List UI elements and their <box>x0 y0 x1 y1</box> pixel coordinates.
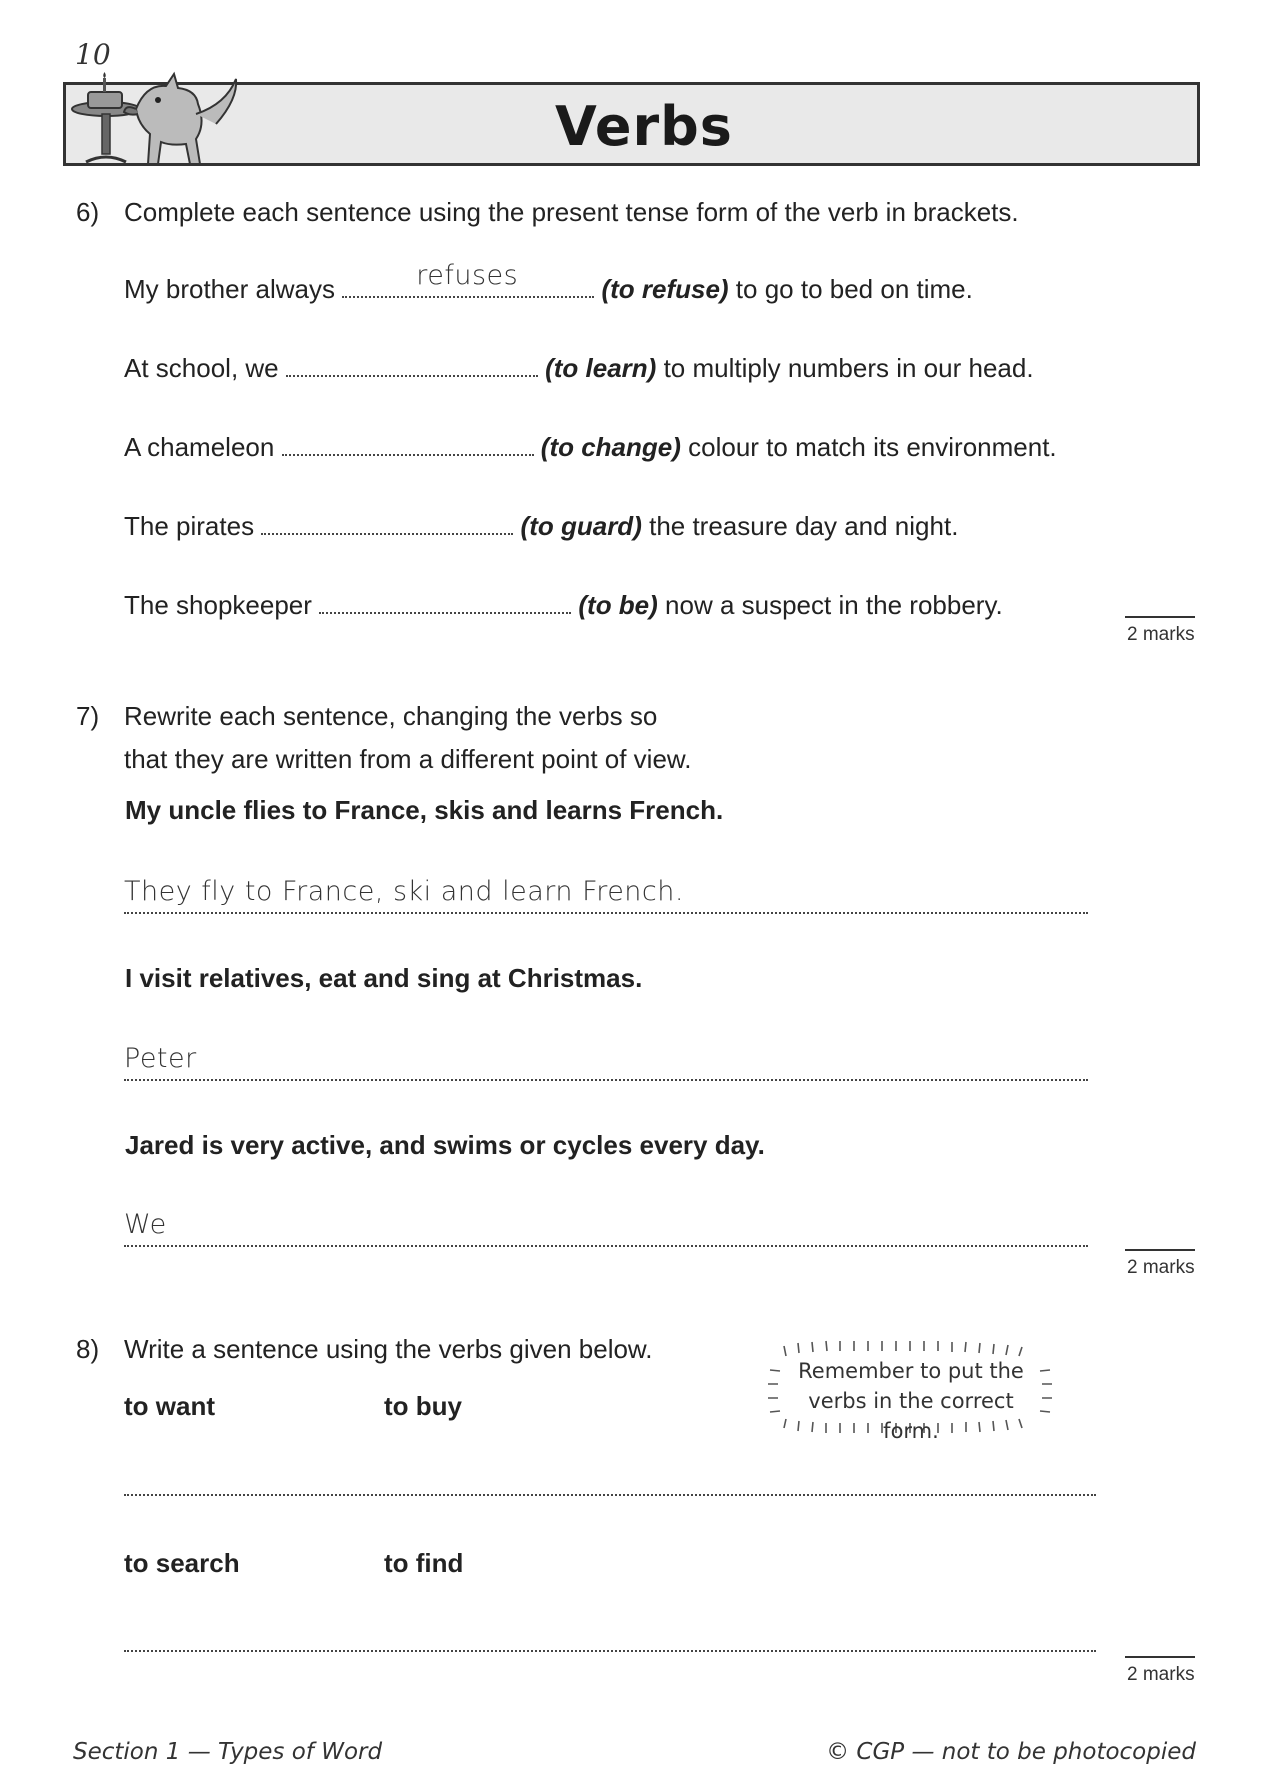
q7-instruction-line1: Rewrite each sentence, changing the verbs so <box>124 701 658 731</box>
q6-s1-after: to go to bed on time. <box>735 274 973 304</box>
q6-marks: 2 marks <box>1127 624 1195 645</box>
footer-section: Section 1 — Types of Word <box>73 1739 383 1765</box>
tip-text <box>780 1356 1042 1446</box>
q6-s3-answer-field[interactable] <box>282 432 534 456</box>
q7-instruction-line2: that they are written from a different point of view. <box>124 744 692 774</box>
q7-marks: 2 marks <box>1127 1257 1195 1278</box>
q8-verb-buy: to buy <box>384 1391 462 1421</box>
q6-s5-before: The shopkeeper <box>124 590 312 620</box>
q6-s4-before: The pirates <box>124 511 255 541</box>
q8-number: 8) <box>76 1334 100 1364</box>
q8-verb-search: to search <box>124 1548 240 1578</box>
q6-s5-after: now a suspect in the robbery. <box>665 590 1003 620</box>
q6-s5-answer-field[interactable] <box>319 590 571 614</box>
tip-line-2: verbs in the correct form. <box>808 1389 1014 1443</box>
page-number: 10 <box>75 38 111 71</box>
q7-marks-line <box>1125 1249 1195 1251</box>
q7-prompt-2: I visit relatives, eat and sing at Christmas. <box>125 963 643 993</box>
q6-s5-hint: (to be) <box>578 590 658 620</box>
q8-instruction: Write a sentence using the verbs given below. <box>124 1334 653 1364</box>
q6-s1-answer: refuses <box>416 260 519 291</box>
q6-s1-hint: (to refuse) <box>601 274 729 304</box>
q7-answer-1: They fly to France, ski and learn French. <box>124 876 684 907</box>
q6-s3-after: colour to match its environment. <box>688 432 1057 462</box>
q6-marks-line <box>1125 616 1195 618</box>
q8-marks-line <box>1125 1656 1195 1658</box>
q6-s4-after: the treasure day and night. <box>649 511 959 541</box>
page-title: Verbs <box>555 95 733 158</box>
q7-answer-3: We <box>124 1209 167 1240</box>
q6-sentence-3 <box>124 432 1057 463</box>
q7-answer-line-3[interactable] <box>124 1209 1088 1247</box>
footer-copyright: © CGP — not to be photocopied <box>826 1739 1196 1765</box>
q6-sentence-4 <box>124 511 958 542</box>
q8-marks: 2 marks <box>1127 1664 1195 1685</box>
q6-s1-before: My brother always <box>124 274 335 304</box>
q6-sentence-1 <box>124 260 973 305</box>
q7-prompt-1: My uncle flies to France, skis and learns French. <box>125 795 724 825</box>
q6-s2-hint: (to learn) <box>545 353 657 383</box>
q7-answer-line-1[interactable] <box>124 876 1088 914</box>
q6-s1-answer-field[interactable] <box>342 260 594 298</box>
tip-line-1: Remember to put the <box>798 1359 1024 1383</box>
q6-s2-before: At school, we <box>124 353 279 383</box>
q6-s2-after: to multiply numbers in our head. <box>663 353 1034 383</box>
q6-instruction: Complete each sentence using the present tense form of the verb in brackets. <box>124 197 1019 227</box>
q6-s4-hint: (to guard) <box>520 511 642 541</box>
q6-s3-before: A chameleon <box>124 432 275 462</box>
q8-answer-line-1[interactable] <box>124 1474 1096 1496</box>
q6-sentence-5 <box>124 590 1003 621</box>
q6-sentence-2 <box>124 353 1034 384</box>
q6-s2-answer-field[interactable] <box>286 353 538 377</box>
q8-verb-find: to find <box>384 1548 464 1578</box>
q7-answer-2: Peter <box>124 1043 197 1074</box>
q7-prompt-3: Jared is very active, and swims or cycles every day. <box>125 1130 765 1160</box>
q7-answer-line-2[interactable] <box>124 1043 1088 1081</box>
q6-number: 6) <box>76 197 100 227</box>
q7-number: 7) <box>76 701 100 731</box>
q6-s3-hint: (to change) <box>540 432 681 462</box>
q8-answer-line-2[interactable] <box>124 1630 1096 1652</box>
q8-verb-want: to want <box>124 1391 215 1421</box>
mascot-illustration <box>66 64 256 169</box>
q6-s4-answer-field[interactable] <box>261 511 513 535</box>
